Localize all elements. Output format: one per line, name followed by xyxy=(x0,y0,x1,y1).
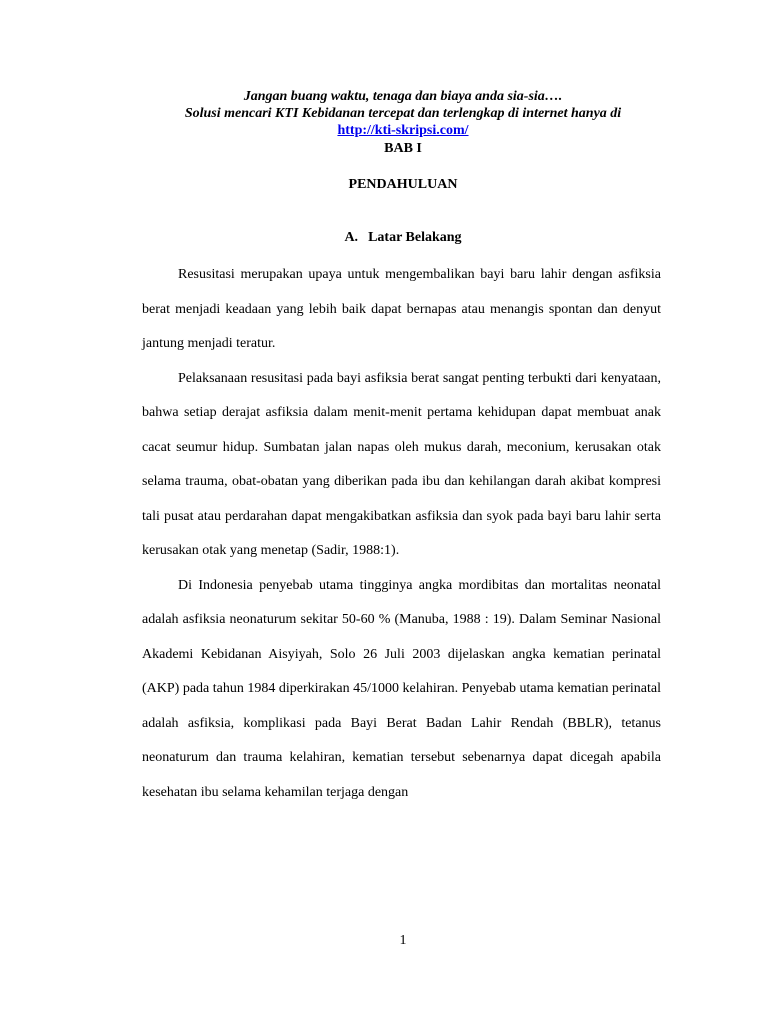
chapter-title: PENDAHULUAN xyxy=(348,177,458,192)
section-heading xyxy=(0,230,768,246)
promo-slogan: Jangan buang waktu, tenaga dan biaya anda sia-sia…. xyxy=(243,89,563,104)
paragraph: Pelaksanaan resusitasi pada bayi asfiksia berat sangat penting terbukti dari kenyataan, bahwa setiap derajat asfiksia dalam menit-menit pertama kehidupan dapat membuat anak cacat seumur hidup. Sumbatan jalan napas oleh mukus darah, meconium, kerusakan otak selama trauma, obat-obatan yang diberikan pada ibu dan kehilangan darah akibat kompresi tali pusat atau perdarahan dapat mengakibatkan asfiksia dan syok pada bayi baru lahir serta kerusakan otak yang menetap (Sadir, 1988:1). xyxy=(142,370,661,558)
section-title: Latar Belakang xyxy=(368,230,462,245)
promo-solution-line: Solusi mencari KTI Kebidanan tercepat dan terlengkap di internet hanya di xyxy=(184,106,622,121)
website-link[interactable]: http://kti-skripsi.com/ xyxy=(337,123,469,138)
chapter-number: BAB I xyxy=(384,141,422,156)
body-text xyxy=(142,258,661,810)
paragraph: Di Indonesia penyebab utama tingginya angka mordibitas dan mortalitas neonatal adalah asfiksia neonaturum sekitar 50-60 % (Manuba, 1988 : 19). Dalam Seminar Nasional Akademi Kebidanan Aisyiyah, Solo 26 Juli 2003 dijelaskan angka kematian perinatal (AKP) pada tahun 1984 diperkirakan 45/1000 kelahiran. Penyebab utama kematian perinatal adalah asfiksia, komplikasi pada Bayi Berat Badan Lahir Rendah (BBLR), tetanus neonaturum dan trauma kelahiran, kematian tersebut sebenarnya dapat dicegah apabila kesehatan ibu selama kehamilan terjaga dengan xyxy=(142,577,661,800)
document-header xyxy=(0,88,768,157)
page-number: 1 xyxy=(399,933,407,948)
paragraph: Resusitasi merupakan upaya untuk mengembalikan bayi baru lahir dengan asfiksia berat menjadi keadaan yang lebih baik dapat bernapas atau menangis spontan dan denyut jantung menjadi teratur. xyxy=(142,267,661,351)
section-letter: A. xyxy=(344,230,359,245)
